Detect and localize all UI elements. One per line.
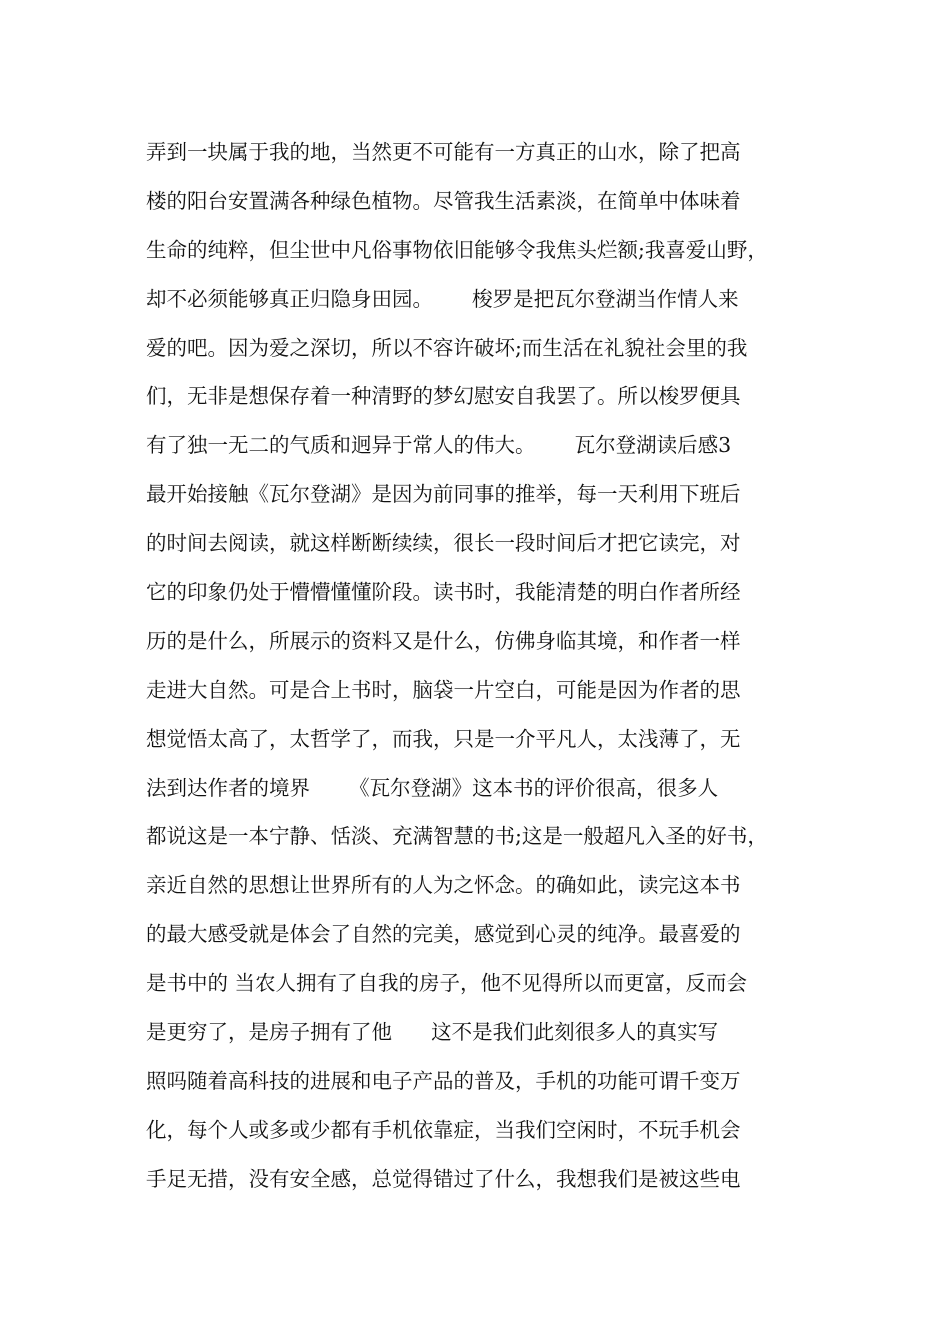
text-line: 弄到一块属于我的地，当然更不可能有一方真正的山水，除了把高 [146, 140, 741, 164]
text-line: 爱的吧。因为爱之深切，所以不容许破坏;而生活在礼貌社会里的我 [146, 335, 748, 360]
text-line: 生命的纯粹，但尘世中凡俗事物依旧能够令我焦头烂额;我喜爱山野， [146, 237, 768, 262]
text-line: 历的是什么，所展示的资料又是什么，仿佛身临其境，和作者一样 [146, 628, 741, 653]
text-line: 是更穷了，是房子拥有了他 这不是我们此刻很多人的真实写 [146, 1020, 719, 1045]
text-line: 的最大感受就是体会了自然的完美，感觉到心灵的纯净。最喜爱的 [146, 922, 741, 947]
text-line: 有了独一无二的气质和迥异于常人的伟大。 瓦尔登湖读后感3 [146, 433, 732, 458]
body-text [146, 128, 826, 1204]
text-line: 想觉悟太高了，太哲学了，而我，只是一介平凡人，太浅薄了，无 [146, 726, 741, 751]
text-line: 的时间去阅读，就这样断断续续，很长一段时间后才把它读完，对 [146, 531, 741, 556]
text-line: 法到达作者的境界 《瓦尔登湖》这本书的评价很高，很多人 [146, 775, 719, 800]
text-line: 走进大自然。可是合上书时，脑袋一片空白，可能是因为作者的思 [146, 677, 741, 702]
text-line: 手足无措，没有安全感，总觉得错过了什么，我想我们是被这些电 [146, 1166, 741, 1191]
text-line: 它的印象仍处于懵懵懂懂阶段。读书时，我能清楚的明白作者所经 [146, 580, 741, 605]
text-line: 却不必须能够真正归隐身田园。 梭罗是把瓦尔登湖当作情人来 [146, 286, 739, 311]
text-line: 最开始接触《瓦尔登湖》是因为前同事的推举，每一天利用下班后 [146, 482, 741, 507]
text-line: 照吗随着高科技的进展和电子产品的普及，手机的功能可谓千变万 [146, 1068, 741, 1093]
text-line: 都说这是一本宁静、恬淡、充满智慧的书;这是一般超凡入圣的好书， [146, 824, 768, 849]
text-line: 亲近自然的思想让世界所有的人为之怀念。的确如此，读完这本书 [146, 873, 741, 898]
text-line: 化，每个人或多或少都有手机依靠症，当我们空闲时，不玩手机会 [146, 1117, 741, 1142]
text-line: 是书中的 当农人拥有了自我的房子，他不见得所以而更富，反而会 [146, 971, 748, 996]
text-line: 们，无非是想保存着一种清野的梦幻慰安自我罢了。所以梭罗便具 [146, 384, 741, 409]
text-line: 楼的阳台安置满各种绿色植物。尽管我生活素淡，在简单中体味着 [146, 188, 741, 213]
